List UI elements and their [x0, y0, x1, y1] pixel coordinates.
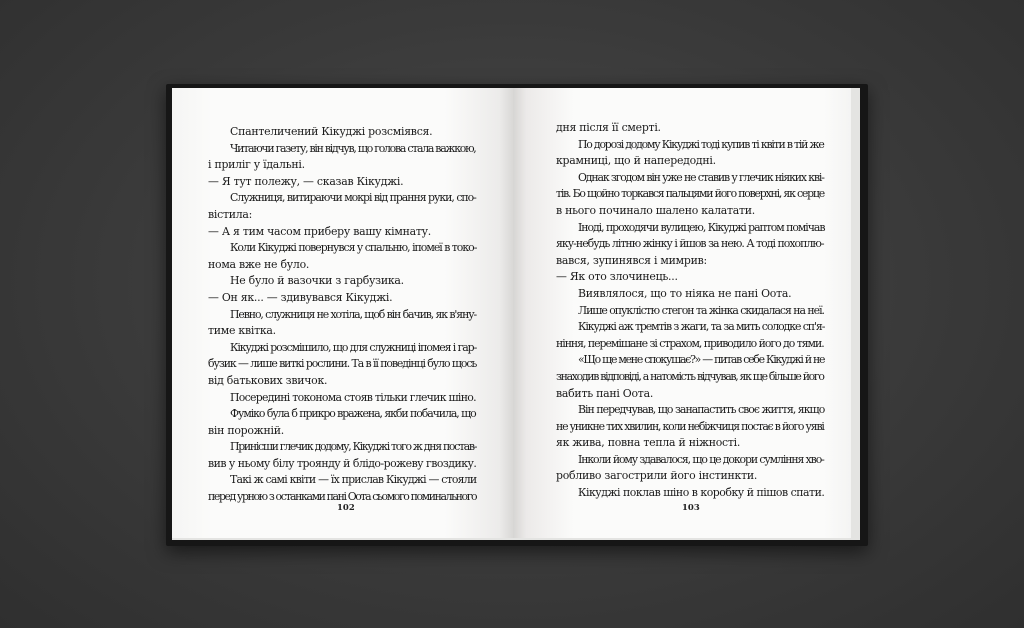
text-line: По дорозі додому Кікуджі тоді купив ті квіти в тій же [578, 137, 824, 151]
text-line: — Он як... — здивувався Кікуджі. [208, 290, 393, 304]
text-line: робливо загострили його інстинкти. [556, 469, 758, 483]
right-page-text [556, 120, 824, 502]
text-line: не уникне тих хвилин, коли небіжчиця постає в його уяві [556, 419, 824, 433]
text-line: Коли Кікуджі повернувся у спальню, іпомеї в токо- [230, 241, 477, 255]
text-line: вив у ньому білу троянду й блідо-рожеву гвоздику. [208, 456, 477, 470]
text-line: бузик — лише виткі рослини. Та в її поведінці було щось [208, 357, 477, 371]
text-line: Кікуджі поклав шіно в коробку й пішов спати. [578, 486, 825, 500]
text-line: Кікуджі розсмішило, що для служниці іпомея і гар- [230, 340, 477, 354]
text-line: Спантеличений Кікуджі розсміявся. [230, 125, 433, 138]
text-line: знаходив відповіді, а натомість відчував, як ще більше його [556, 369, 824, 383]
text-line: і приліг у їдальні. [208, 158, 305, 172]
text-line: тів. Бо щойно торкався пальцями його поверхні, як серце [556, 187, 824, 201]
page-edge-lines [850, 88, 860, 540]
text-line: вабить пані Оота. [556, 386, 654, 400]
text-line: дня після її смерті. [556, 121, 661, 134]
text-line: Не було й вазочки з гарбузика. [230, 274, 404, 288]
text-line: Посередині токонома стояв тільки глечик шіно. [230, 390, 476, 404]
text-line: яку-небудь літню жінку і йшов за нею. А тоді похоплю- [556, 237, 824, 251]
text-line: в нього починало шалено калатати. [556, 203, 756, 217]
text-line: ніння, перемішане зі страхом, приводило його до тями. [556, 336, 824, 350]
text-line: Фуміко була б прикро вражена, якби побачила, що [230, 407, 476, 421]
text-line: Певно, служниця не хотіла, щоб він бачив, як в'яну- [230, 307, 477, 321]
text-line: від батькових звичок. [208, 373, 328, 387]
text-line: — А я тим часом приберу вашу кімнату. [208, 224, 432, 238]
text-line: — Я тут полежу, — сказав Кікуджі. [208, 174, 404, 188]
text-line: Інколи йому здавалося, що це докори сумління хво- [578, 452, 824, 466]
left-page-text [208, 124, 476, 506]
left-page [172, 88, 513, 538]
text-line: Однак згодом він уже не ставив у глечик ніяких кві- [578, 170, 824, 184]
text-line: Принісши глечик додому, Кікуджі того ж дня постав- [230, 440, 477, 454]
text-line: вався, зупинявся і мимрив: [556, 253, 707, 267]
text-line: вістила: [208, 207, 253, 221]
text-line: Кікуджі аж тремтів з жаги, та за мить солодке сп'я- [578, 320, 825, 334]
text-line: він порожній. [208, 423, 284, 437]
text-line: Служниця, витираючи мокрі від прання руки, спо- [230, 191, 476, 205]
right-page [513, 88, 851, 538]
text-line: перед урною з останками пані Оота сьомого поминального [208, 490, 477, 504]
text-line: крамниці, що й напередодні. [556, 154, 716, 168]
text-line: Такі ж самі квіти — їх прислав Кікуджі — стояли [230, 473, 477, 487]
left-page-number: 102 [337, 503, 355, 513]
text-line: як жива, повна тепла й ніжності. [556, 436, 741, 450]
text-line: «Що ще мене спокушає?» — питав себе Кікуджі й не [578, 353, 825, 367]
text-line: Читаючи газету, він відчув, що голова стала важкою, [230, 141, 476, 155]
text-line: тиме квітка. [208, 324, 276, 338]
text-line: нома вже не було. [208, 257, 310, 271]
text-line: Лише опуклістю стегон та жінка скидалася на неї. [578, 303, 824, 317]
right-page-number: 103 [682, 503, 700, 513]
text-line: Іноді, проходячи вулицею, Кікуджі раптом помічав [578, 220, 825, 234]
text-line: Виявлялося, що то ніяка не пані Оота. [578, 286, 792, 300]
text-line: Він передчував, що занапастить своє життя, якщо [578, 403, 825, 417]
text-line: — Як ото злочинець... [556, 270, 678, 284]
